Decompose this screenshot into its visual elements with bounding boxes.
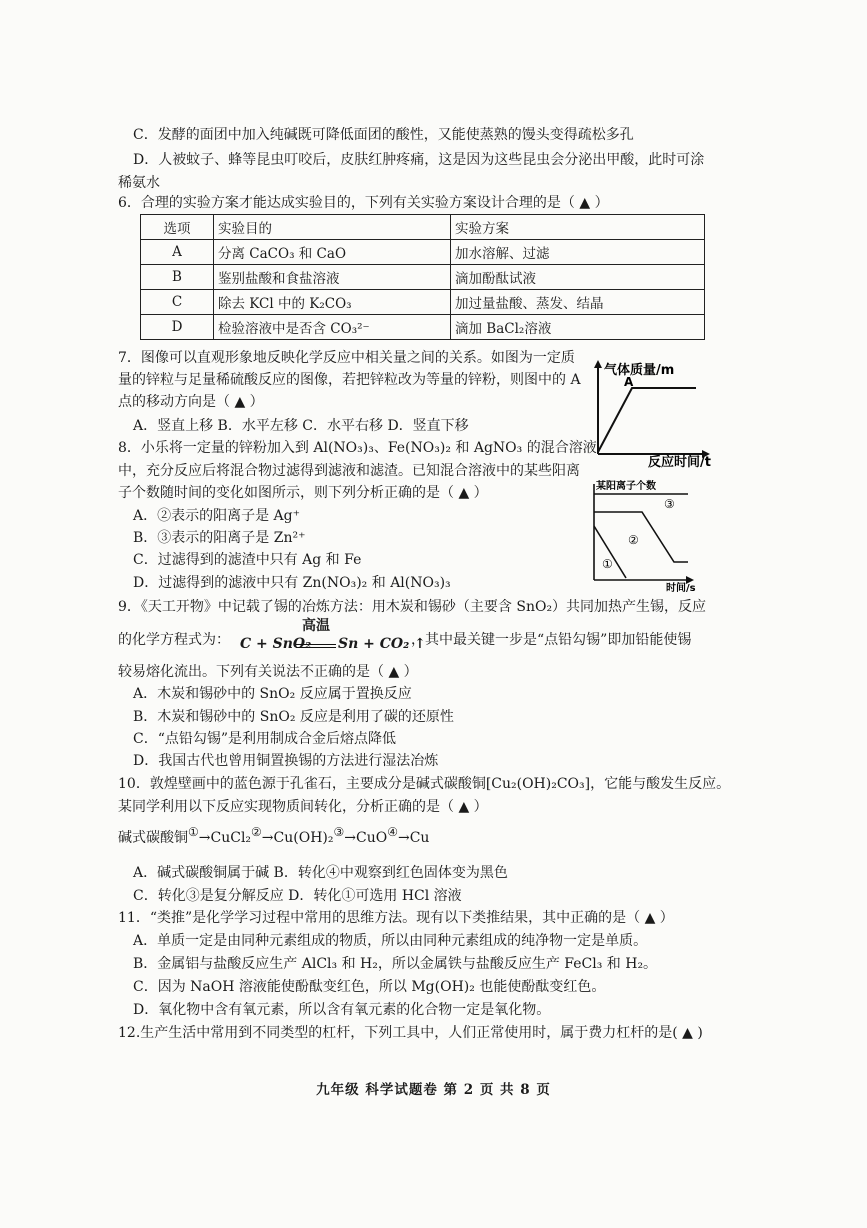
chain-product-1: CuCl₂ [210, 830, 252, 846]
question-11-option-a: A．单质一定是由同种元素组成的物质，所以由同种元素组成的纯净物一定是单质。 [133, 933, 648, 949]
table-header: 实验目的 [214, 215, 451, 240]
chain-arrow-4: → [397, 830, 410, 846]
chain-arrow-2: → [261, 830, 274, 846]
question-9-line-2a: 的化学方程式为： [118, 632, 230, 648]
table-cell: 分离 CaCO₃ 和 CaO [214, 240, 451, 265]
graph-q7-xlabel: 反应时间/t [648, 455, 711, 468]
experiment-table [140, 214, 705, 340]
question-6: 6．合理的实验方案才能达成实验目的，下列有关实验方案设计合理的是（ ▲ ） [118, 195, 609, 211]
graph-q8-xlabel: 时间/s [666, 583, 696, 593]
table-cell: C [141, 290, 214, 315]
question-7-line-1: 7．图像可以直观形象地反映化学反应中相关量之间的关系。如图为一定质 [118, 350, 575, 366]
conversion-chain [118, 827, 429, 847]
graph-q8-label-2: ② [628, 533, 639, 547]
table-cell: 鉴别盐酸和食盐溶液 [214, 265, 451, 290]
graph-q8 [588, 478, 708, 593]
table-row [141, 315, 705, 340]
question-7-line-2: 量的锌粒与足量稀硫酸反应的图像，若把锌粒改为等量的锌粉，则图中的 A [118, 372, 581, 388]
table-cell: 加过量盐酸、蒸发、结晶 [451, 290, 705, 315]
question-9-line-2b: ，其中最关键一步是“点铅勾锡”即加铅能使锡 [411, 632, 692, 648]
question-10-options-ab: A．碱式碳酸铜属于碱 B．转化④中观察到红色固体变为黑色 [133, 865, 508, 881]
question-9-line-1: 9．《天工开物》中记载了锡的冶炼方法：用木炭和锡砂（主要含 SnO₂）共同加热产生锡，反应 [118, 599, 707, 615]
chain-step-1: ① [188, 825, 199, 839]
chain-arrow-1: → [198, 830, 211, 846]
page-footer: 九年级 科学试题卷 第 2 页 共 8 页 [316, 1082, 551, 1098]
chain-step-2: ② [251, 825, 262, 839]
chain-step-3: ③ [333, 825, 345, 839]
question-8-option-d: D．过滤得到的滤液中只有 Zn(NO₃)₂ 和 Al(NO₃)₃ [133, 575, 451, 591]
chemical-equation [240, 618, 426, 662]
table-row [141, 290, 705, 315]
question-12: 12.生产生活中常用到不同类型的杠杆，下列工具中，人们正常使用时，属于费力杠杆的是( ▲ ) [118, 1025, 703, 1041]
graph-q7 [584, 358, 724, 468]
chain-product-4: Cu [409, 830, 430, 846]
graph-q8-ylabel: 某阳离子个数 [596, 481, 656, 492]
q5-option-d: D．人被蚊子、蜂等昆虫叮咬后，皮肤红肿疼痛，这是因为这些昆虫会分泌出甲酸，此时可涂 [133, 152, 705, 168]
question-8-line-2: 中，充分反应后将混合物过滤得到滤液和滤渣。已知混合溶液中的某些阳离 [118, 463, 580, 479]
question-11-option-d: D．氧化物中含有氧元素，所以含有氧元素的化合物一定是氧化物。 [133, 1002, 551, 1018]
question-11: 11．“类推”是化学学习过程中常用的思维方法。现有以下类推结果，其中正确的是（ ▲ ） [118, 910, 674, 926]
question-9-line-3: 较易熔化流出。下列有关说法不正确的是（ ▲ ） [118, 664, 418, 680]
equation-rhs: Sn + CO₂ ↑ [338, 636, 426, 652]
table-cell: 滴加酚酞试液 [451, 265, 705, 290]
chain-arrow-3: → [344, 830, 356, 846]
question-10-line-2: 某同学利用以下反应实现物质间转化，分析正确的是（ ▲ ） [118, 799, 488, 815]
table-cell: A [141, 240, 214, 265]
table-header: 实验方案 [451, 215, 705, 240]
question-8-line-3: 子个数随时间的变化如图所示，则下列分析正确的是（ ▲ ） [118, 485, 488, 501]
question-10-options-cd: C．转化③是复分解反应 D．转化①可选用 HCl 溶液 [133, 888, 462, 904]
graph-q7-point-label: A [624, 375, 634, 389]
question-9-option-b: B．木炭和锡砂中的 SnO₂ 反应是利用了碳的还原性 [133, 709, 454, 725]
question-8-option-a: A．②表示的阳离子是 Ag⁺ [133, 508, 301, 524]
chain-product-2: Cu(OH)₂ [273, 830, 334, 846]
question-10-line-1: 10．敦煌壁画中的蓝色源于孔雀石，主要成分是碱式碳酸铜[Cu₂(OH)₂CO₃]，它能与酸发生反应。 [118, 776, 731, 792]
question-9-option-c: C．“点铅勾锡”是利用制成合金后熔点降低 [133, 731, 397, 747]
table-cell: B [141, 265, 214, 290]
table-row [141, 265, 705, 290]
question-8-line-1: 8．小乐将一定量的锌粉加入到 Al(NO₃)₃、Fe(NO₃)₂ 和 AgNO₃ 的混合溶液 [118, 440, 597, 456]
equation-condition: 高温 [302, 618, 330, 634]
table-cell: D [141, 315, 214, 340]
chain-step-4: ④ [387, 825, 398, 839]
question-8-option-b: B．③表示的阳离子是 Zn²⁺ [133, 530, 306, 546]
question-11-option-b: B．金属铝与盐酸反应生产 AlCl₃ 和 H₂，所以金属铁与盐酸反应生产 FeCl₃ 和 H₂。 [133, 956, 658, 972]
q5-option-c: C．发酵的面团中加入纯碱既可降低面团的酸性，又能使蒸熟的馒头变得疏松多孔 [133, 127, 634, 143]
question-11-option-c: C．因为 NaOH 溶液能使酚酞变红色，所以 Mg(OH)₂ 也能使酚酞变红色。 [133, 979, 606, 995]
graph-q8-label-3: ③ [664, 497, 675, 511]
table-row [141, 240, 705, 265]
question-7-line-3: 点的移动方向是（ ▲ ） [118, 394, 264, 410]
equation-lhs: C + SnO₂ [240, 636, 312, 652]
graph-q8-label-1: ① [602, 557, 613, 571]
question-9-option-d: D．我国古代也曾用铜置换锡的方法进行湿法冶炼 [133, 753, 439, 769]
chain-product-3: CuO [355, 830, 388, 846]
q5-option-d-cont: 稀氨水 [118, 175, 160, 191]
table-cell: 除去 KCl 中的 K₂CO₃ [214, 290, 451, 315]
chain-start: 碱式碳酸铜 [118, 830, 188, 846]
table-cell: 加水溶解、过滤 [451, 240, 705, 265]
table-cell: 检验溶液中是否含 CO₃²⁻ [214, 315, 451, 340]
question-9-option-a: A．木炭和锡砂中的 SnO₂ 反应属于置换反应 [133, 686, 412, 702]
equation-arrow [296, 644, 336, 648]
table-header: 选项 [141, 215, 214, 240]
graph-q7-ylabel: 气体质量/m [604, 363, 675, 378]
question-7-options: A．竖直上移 B．水平左移 C．水平右移 D．竖直下移 [133, 418, 469, 434]
table-header-row [141, 215, 705, 240]
question-8-option-c: C．过滤得到的滤渣中只有 Ag 和 Fe [133, 552, 362, 568]
table-cell: 滴加 BaCl₂溶液 [451, 315, 705, 340]
